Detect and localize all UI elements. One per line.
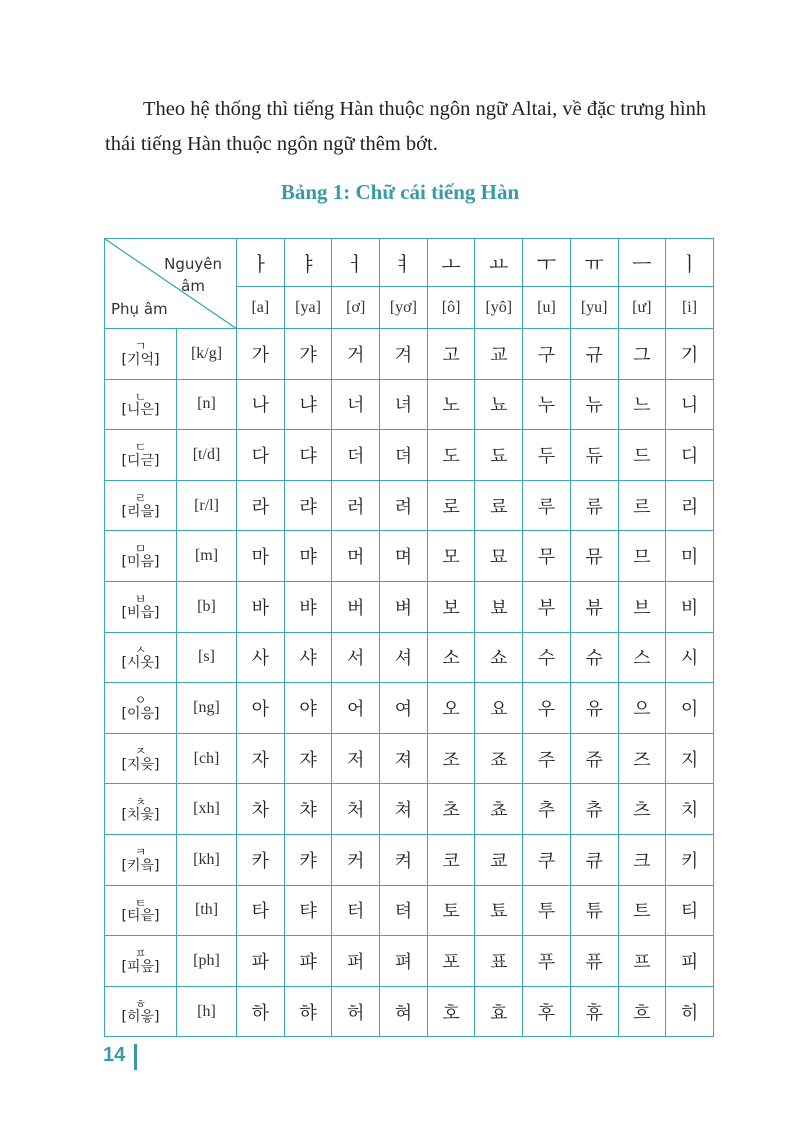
syllable-cell: 여	[380, 683, 428, 734]
syllable-cell: 므	[618, 531, 666, 582]
vowel-cell: ㅛ	[475, 239, 523, 287]
vowel-header-label	[164, 253, 222, 297]
syllable-cell: 퍼	[332, 936, 380, 987]
syllable-cell: 스	[618, 632, 666, 683]
vowel-row	[105, 239, 714, 287]
syllable-cell: 셔	[380, 632, 428, 683]
syllable-cell: 뷰	[570, 581, 618, 632]
syllable-cell: 뵤	[475, 581, 523, 632]
syllable-cell: 토	[427, 885, 475, 936]
syllable-cell: 퍄	[284, 936, 332, 987]
vowel-cell: ㅓ	[332, 239, 380, 287]
syllable-cell: 표	[475, 936, 523, 987]
syllable-cell: 더	[332, 430, 380, 481]
syllable-cell: 노	[427, 379, 475, 430]
syllable-cell: 먀	[284, 531, 332, 582]
consonant-korean-name: [이응]	[121, 705, 160, 722]
consonant-jamo: ㄱ	[134, 339, 147, 354]
syllable-cell: 시	[666, 632, 714, 683]
syllable-cell: 으	[618, 683, 666, 734]
syllable-cell: 누	[523, 379, 571, 430]
syllable-cell: 크	[618, 834, 666, 885]
syllable-cell: 규	[570, 329, 618, 380]
syllable-cell: 히	[666, 986, 714, 1037]
syllable-cell: 랴	[284, 480, 332, 531]
consonant-korean-name: [시옷]	[121, 655, 160, 672]
consonant-name-cell	[105, 683, 177, 734]
syllable-cell: 브	[618, 581, 666, 632]
syllable-cell: 져	[380, 733, 428, 784]
syllable-cell: 됴	[475, 430, 523, 481]
consonant-jamo: ㄴ	[134, 389, 147, 404]
korean-alphabet-table	[104, 238, 714, 1037]
syllable-cell: 냐	[284, 379, 332, 430]
syllable-cell: 서	[332, 632, 380, 683]
consonant-korean-name: [치읓]	[121, 807, 160, 824]
syllable-cell: 교	[475, 329, 523, 380]
syllable-cell: 이	[666, 683, 714, 734]
syllable-cell: 디	[666, 430, 714, 481]
syllable-cell: 보	[427, 581, 475, 632]
consonant-row	[105, 784, 714, 835]
syllable-cell: 야	[284, 683, 332, 734]
consonant-romanization-cell: [b]	[177, 581, 237, 632]
syllable-cell: 주	[523, 733, 571, 784]
consonant-romanization-cell: [s]	[177, 632, 237, 683]
consonant-row	[105, 329, 714, 380]
syllable-cell: 텨	[380, 885, 428, 936]
syllable-cell: 슈	[570, 632, 618, 683]
vowel-cell: ㅗ	[427, 239, 475, 287]
consonant-row	[105, 885, 714, 936]
syllable-cell: 미	[666, 531, 714, 582]
consonant-jamo: ㅋ	[134, 845, 147, 860]
consonant-romanization-cell: [n]	[177, 379, 237, 430]
syllable-cell: 타	[237, 885, 285, 936]
syllable-cell: 쥬	[570, 733, 618, 784]
syllable-cell: 사	[237, 632, 285, 683]
syllable-cell: 오	[427, 683, 475, 734]
consonant-jamo: ㅍ	[134, 946, 147, 961]
syllable-cell: 샤	[284, 632, 332, 683]
syllable-cell: 흐	[618, 986, 666, 1037]
vowel-cell: ㅜ	[523, 239, 571, 287]
vowel-romanization-cell: [ô]	[427, 287, 475, 329]
syllable-cell: 추	[523, 784, 571, 835]
syllable-cell: 기	[666, 329, 714, 380]
syllable-cell: 츄	[570, 784, 618, 835]
syllable-cell: 려	[380, 480, 428, 531]
syllable-cell: 너	[332, 379, 380, 430]
syllable-cell: 쿠	[523, 834, 571, 885]
consonant-jamo: ㅁ	[134, 541, 147, 556]
consonant-name-cell	[105, 531, 177, 582]
vowel-cell: ㅑ	[284, 239, 332, 287]
syllable-cell: 가	[237, 329, 285, 380]
syllable-cell: 듀	[570, 430, 618, 481]
consonant-korean-name: [히읗]	[121, 1009, 160, 1026]
syllable-cell: 코	[427, 834, 475, 885]
syllable-cell: 모	[427, 531, 475, 582]
syllable-cell: 묘	[475, 531, 523, 582]
consonant-romanization-cell: [xh]	[177, 784, 237, 835]
syllable-cell: 퓨	[570, 936, 618, 987]
syllable-cell: 햐	[284, 986, 332, 1037]
syllable-cell: 즈	[618, 733, 666, 784]
consonant-name-cell	[105, 885, 177, 936]
consonant-korean-name: [피읖]	[121, 958, 160, 975]
syllable-cell: 겨	[380, 329, 428, 380]
vowel-romanization-cell: [ya]	[284, 287, 332, 329]
syllable-cell: 조	[427, 733, 475, 784]
syllable-cell: 아	[237, 683, 285, 734]
syllable-cell: 차	[237, 784, 285, 835]
consonant-jamo: ㅊ	[134, 794, 147, 809]
syllable-cell: 푸	[523, 936, 571, 987]
syllable-cell: 챠	[284, 784, 332, 835]
consonant-name-cell	[105, 834, 177, 885]
syllable-cell: 나	[237, 379, 285, 430]
syllable-cell: 뱌	[284, 581, 332, 632]
consonant-romanization-cell: [h]	[177, 986, 237, 1037]
syllable-cell: 후	[523, 986, 571, 1037]
vowel-romanization-cell: [ơ]	[332, 287, 380, 329]
syllable-cell: 죠	[475, 733, 523, 784]
syllable-cell: 처	[332, 784, 380, 835]
consonant-row	[105, 936, 714, 987]
syllable-cell: 다	[237, 430, 285, 481]
vowel-cell: ㅣ	[666, 239, 714, 287]
consonant-jamo: ㅌ	[134, 895, 147, 910]
consonant-korean-name: [니은]	[121, 402, 160, 419]
syllable-cell: 파	[237, 936, 285, 987]
syllable-cell: 거	[332, 329, 380, 380]
syllable-cell: 니	[666, 379, 714, 430]
consonant-row	[105, 986, 714, 1037]
syllable-cell: 라	[237, 480, 285, 531]
syllable-cell: 츠	[618, 784, 666, 835]
syllable-cell: 느	[618, 379, 666, 430]
syllable-cell: 그	[618, 329, 666, 380]
intro-paragraph: Theo hệ thống thì tiếng Hàn thuộc ngôn ngữ Altai, về đặc trưng hình thái tiếng Hàn thuộc ngôn ngữ thêm bớt.	[105, 98, 707, 155]
syllable-cell: 혀	[380, 986, 428, 1037]
table-caption: Bảng 1: Chữ cái tiếng Hàn	[280, 180, 520, 204]
syllable-cell: 바	[237, 581, 285, 632]
syllable-cell: 쿄	[475, 834, 523, 885]
vowel-romanization-cell: [i]	[666, 287, 714, 329]
syllable-cell: 갸	[284, 329, 332, 380]
syllable-cell: 고	[427, 329, 475, 380]
vowel-romanization-cell: [u]	[523, 287, 571, 329]
syllable-cell: 어	[332, 683, 380, 734]
syllable-cell: 트	[618, 885, 666, 936]
syllable-cell: 터	[332, 885, 380, 936]
consonant-jamo: ㅈ	[134, 743, 147, 758]
consonant-romanization-cell: [ng]	[177, 683, 237, 734]
syllable-cell: 투	[523, 885, 571, 936]
vowel-header-label-line2: âm	[181, 277, 205, 295]
consonant-korean-name: [기억]	[121, 351, 160, 368]
vowel-cell: ㅡ	[618, 239, 666, 287]
consonant-romanization-cell: [t/d]	[177, 430, 237, 481]
syllable-cell: 초	[427, 784, 475, 835]
syllable-cell: 쇼	[475, 632, 523, 683]
consonant-romanization-cell: [th]	[177, 885, 237, 936]
page-number-bar	[134, 1044, 137, 1070]
syllable-cell: 머	[332, 531, 380, 582]
vowel-cell: ㅕ	[380, 239, 428, 287]
consonant-name-cell	[105, 784, 177, 835]
consonant-name-cell	[105, 733, 177, 784]
syllable-cell: 하	[237, 986, 285, 1037]
consonant-jamo: ㅎ	[134, 996, 147, 1011]
consonant-row	[105, 531, 714, 582]
syllable-cell: 요	[475, 683, 523, 734]
consonant-korean-name: [리을]	[121, 503, 160, 520]
consonant-row	[105, 834, 714, 885]
syllable-cell: 도	[427, 430, 475, 481]
consonant-row	[105, 683, 714, 734]
syllable-cell: 펴	[380, 936, 428, 987]
vowel-romanization-cell: [a]	[237, 287, 285, 329]
consonant-name-cell	[105, 632, 177, 683]
consonant-jamo: ㄷ	[134, 440, 147, 455]
consonant-korean-name: [미음]	[121, 554, 160, 571]
syllable-cell: 지	[666, 733, 714, 784]
syllable-cell: 우	[523, 683, 571, 734]
consonant-name-cell	[105, 581, 177, 632]
syllable-cell: 벼	[380, 581, 428, 632]
syllable-cell: 르	[618, 480, 666, 531]
syllable-cell: 치	[666, 784, 714, 835]
consonant-name-cell	[105, 430, 177, 481]
syllable-cell: 버	[332, 581, 380, 632]
vowel-romanization-cell: [yô]	[475, 287, 523, 329]
consonant-name-cell	[105, 936, 177, 987]
syllable-cell: 부	[523, 581, 571, 632]
consonant-name-cell	[105, 480, 177, 531]
syllable-cell: 탸	[284, 885, 332, 936]
syllable-cell: 두	[523, 430, 571, 481]
consonant-row	[105, 632, 714, 683]
consonant-row	[105, 480, 714, 531]
syllable-cell: 드	[618, 430, 666, 481]
syllable-cell: 포	[427, 936, 475, 987]
syllable-cell: 켜	[380, 834, 428, 885]
syllable-cell: 류	[570, 480, 618, 531]
page-number: 14	[103, 1044, 126, 1066]
vowel-romanization-cell: [yu]	[570, 287, 618, 329]
syllable-cell: 녀	[380, 379, 428, 430]
consonant-jamo: ㅇ	[134, 693, 147, 708]
syllable-cell: 소	[427, 632, 475, 683]
syllable-cell: 티	[666, 885, 714, 936]
syllable-cell: 프	[618, 936, 666, 987]
syllable-cell: 뮤	[570, 531, 618, 582]
vowel-cell: ㅏ	[237, 239, 285, 287]
consonant-jamo: ㅂ	[134, 592, 147, 607]
syllable-cell: 마	[237, 531, 285, 582]
consonant-romanization-cell: [ch]	[177, 733, 237, 784]
consonant-korean-name: [디귿]	[121, 452, 160, 469]
syllable-cell: 쟈	[284, 733, 332, 784]
syllable-cell: 뇨	[475, 379, 523, 430]
consonant-jamo: ㄹ	[134, 490, 147, 505]
consonant-korean-name: [비읍]	[121, 604, 160, 621]
syllable-cell: 유	[570, 683, 618, 734]
vowel-romanization-cell: [ư]	[618, 287, 666, 329]
syllable-cell: 뉴	[570, 379, 618, 430]
syllable-cell: 쵸	[475, 784, 523, 835]
syllable-cell: 리	[666, 480, 714, 531]
vowel-header-label-line1: Nguyên	[164, 255, 222, 273]
syllable-cell: 수	[523, 632, 571, 683]
syllable-cell: 구	[523, 329, 571, 380]
consonant-jamo: ㅅ	[134, 642, 147, 657]
syllable-cell: 료	[475, 480, 523, 531]
consonant-row	[105, 581, 714, 632]
syllable-cell: 효	[475, 986, 523, 1037]
consonant-romanization-cell: [kh]	[177, 834, 237, 885]
syllable-cell: 로	[427, 480, 475, 531]
syllable-cell: 루	[523, 480, 571, 531]
syllable-cell: 저	[332, 733, 380, 784]
vowel-cell: ㅠ	[570, 239, 618, 287]
consonant-row	[105, 379, 714, 430]
consonant-romanization-cell: [k/g]	[177, 329, 237, 380]
syllable-cell: 카	[237, 834, 285, 885]
syllable-cell: 댜	[284, 430, 332, 481]
syllable-cell: 호	[427, 986, 475, 1037]
consonant-name-cell	[105, 379, 177, 430]
consonant-romanization-cell: [m]	[177, 531, 237, 582]
consonant-name-cell	[105, 986, 177, 1037]
syllable-cell: 자	[237, 733, 285, 784]
syllable-cell: 툐	[475, 885, 523, 936]
consonant-korean-name: [티읕]	[121, 908, 160, 925]
consonant-row	[105, 430, 714, 481]
consonant-romanization-cell: [ph]	[177, 936, 237, 987]
syllable-cell: 튜	[570, 885, 618, 936]
consonant-romanization-cell: [r/l]	[177, 480, 237, 531]
syllable-cell: 커	[332, 834, 380, 885]
consonant-name-cell	[105, 329, 177, 380]
syllable-cell: 무	[523, 531, 571, 582]
consonant-header-label: Phụ âm	[111, 300, 168, 318]
syllable-cell: 러	[332, 480, 380, 531]
syllable-cell: 허	[332, 986, 380, 1037]
syllable-cell: 휴	[570, 986, 618, 1037]
syllable-cell: 피	[666, 936, 714, 987]
consonant-row	[105, 733, 714, 784]
syllable-cell: 비	[666, 581, 714, 632]
syllable-cell: 큐	[570, 834, 618, 885]
syllable-cell: 뎌	[380, 430, 428, 481]
vowel-romanization-cell: [yơ]	[380, 287, 428, 329]
consonant-korean-name: [지읒]	[121, 756, 160, 773]
syllable-cell: 캬	[284, 834, 332, 885]
corner-header-cell	[105, 239, 237, 329]
consonant-korean-name: [키읔]	[121, 857, 160, 874]
syllable-cell: 쳐	[380, 784, 428, 835]
syllable-cell: 키	[666, 834, 714, 885]
syllable-cell: 며	[380, 531, 428, 582]
